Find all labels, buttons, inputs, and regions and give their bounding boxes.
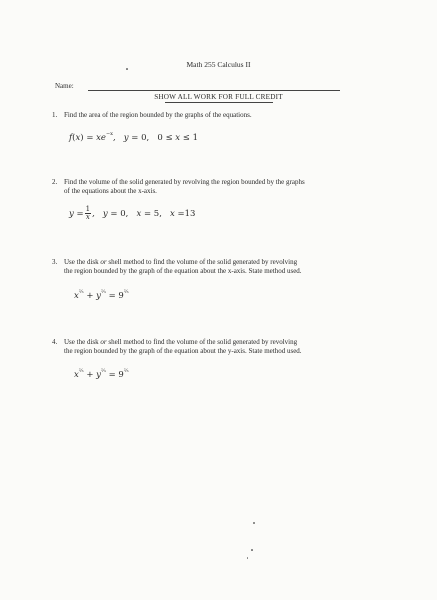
name-label: Name:	[55, 82, 74, 90]
problem-text-line-2: the region bounded by the graph of the equation about the x-axis. State method used.	[64, 267, 302, 275]
scan-speck	[253, 522, 255, 524]
problem-1-equation: $f(x) = xe^{-x}$, y = 0, 0 ≤ x ≤ 1	[69, 131, 199, 143]
problem-number: 2.	[52, 178, 58, 186]
course-title: Math 255 Calculus II	[186, 60, 251, 69]
problem-3	[52, 258, 302, 276]
problem-2	[52, 178, 305, 196]
problem-number: 4.	[52, 338, 58, 346]
problem-4	[52, 338, 302, 356]
problem-text-line-2: of the equations about the x-axis.	[64, 187, 157, 195]
scan-speck	[251, 549, 253, 551]
problem-text-line-1: Use the disk or shell method to find the volume of the solid generated by revolving	[64, 258, 298, 266]
scan-speck	[247, 557, 248, 559]
name-underline	[88, 90, 340, 91]
problem-3-equation: $x^{\frac{2}{3}} + y^{\frac{2}{3}} = 9^{\frac{2}{3}}$	[74, 289, 129, 301]
problem-text-line-1: Use the disk or shell method to find the volume of the solid generated by revolving	[64, 338, 298, 346]
problem-2-equation: y = $\frac{1}{x}$ , y = 0, x = 5, x =13	[69, 205, 196, 221]
problem-text-line-2: the region bounded by the graph of the equation about the y-axis. State method used.	[64, 347, 302, 355]
problem-1	[52, 111, 252, 120]
problem-text: Find the area of the region bounded by the graphs of the equations.	[64, 111, 252, 119]
banner-underline	[165, 102, 273, 103]
instructions-banner: SHOW ALL WORK FOR FULL CREDIT	[154, 93, 283, 101]
problem-number: 1.	[52, 111, 58, 119]
scan-speck	[126, 68, 128, 70]
problem-text-line-1: Find the volume of the solid generated by revolving the region bounded by the graphs	[64, 178, 305, 186]
problem-4-equation: $x^{\frac{2}{3}} + y^{\frac{2}{3}} = 9^{\frac{2}{3}}$	[74, 368, 129, 380]
problem-number: 3.	[52, 258, 58, 266]
